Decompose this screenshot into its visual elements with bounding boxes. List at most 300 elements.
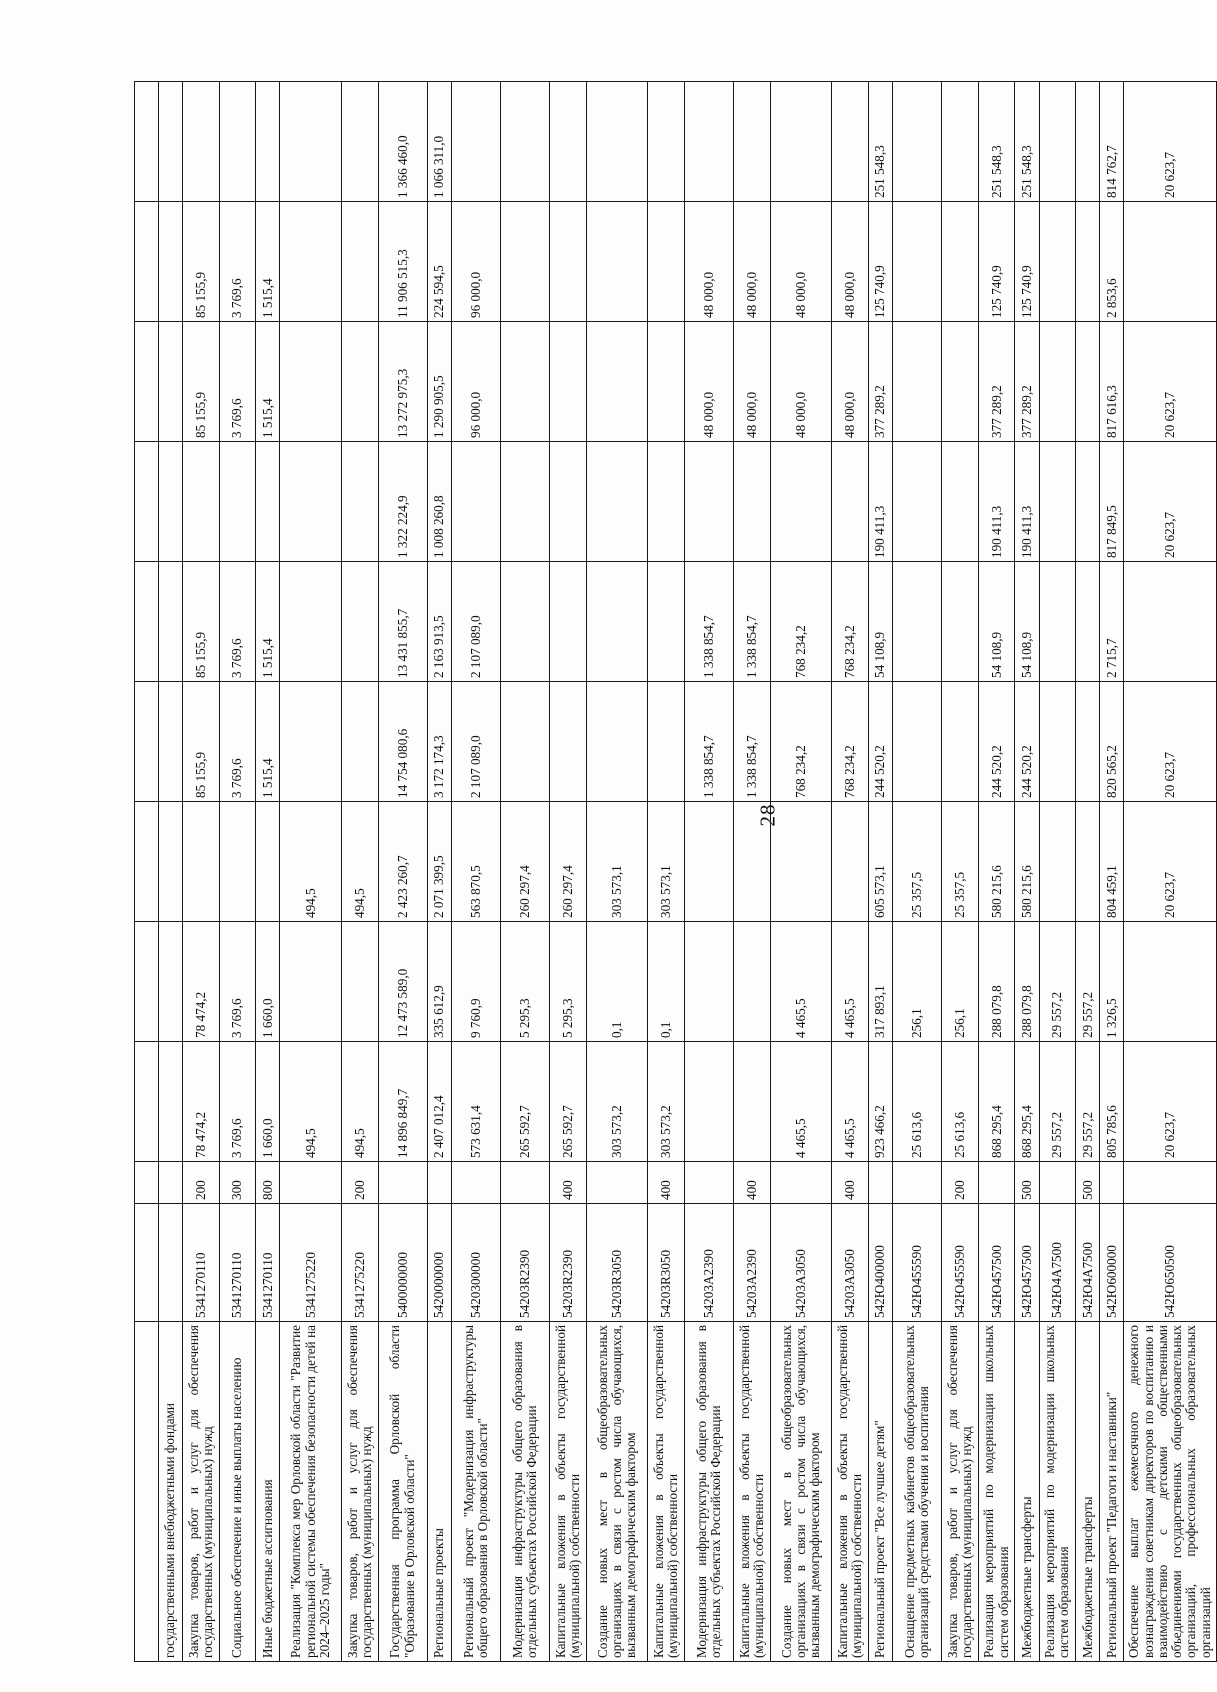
amount-cell [451, 82, 500, 202]
target-article-code-cell: 542Ю600000 [1100, 1204, 1124, 1322]
amount-cell: 85 155,9 [183, 562, 220, 682]
amount-cell [342, 922, 379, 1042]
amount-cell: 4 465,5 [832, 922, 869, 1042]
amount-cell [159, 442, 183, 562]
amount-cell [500, 682, 549, 802]
amount-cell: 377 289,2 [978, 322, 1015, 442]
amount-cell: 48 000,0 [770, 322, 832, 442]
amount-cell [734, 82, 771, 202]
amount-cell [550, 562, 587, 682]
amount-cell: 923 466,2 [869, 1042, 893, 1162]
amount-cell: 377 289,2 [1015, 322, 1039, 442]
amount-cell: 573 631,4 [451, 1042, 500, 1162]
amount-cell [685, 922, 734, 1042]
rotated-budget-table-wrapper [134, 82, 1217, 1662]
expense-type-cell: 500 [1076, 1162, 1100, 1204]
program-name-cell: Закупка товаров, работ и услуг для обеспечения государственных (муниципальных) нужд [942, 1322, 979, 1662]
target-article-code-cell: 54203А2390 [734, 1204, 771, 1322]
amount-cell [280, 322, 342, 442]
amount-cell: 85 155,9 [183, 322, 220, 442]
amount-cell [256, 442, 280, 562]
amount-cell [342, 682, 379, 802]
amount-cell: 256,1 [893, 922, 942, 1042]
table-row [869, 82, 893, 1662]
amount-cell: 1 066 311,0 [427, 82, 451, 202]
amount-cell [135, 802, 159, 922]
program-name-cell: Капитальные вложения в объекты государственной (муниципальной) собственности [550, 1322, 587, 1662]
amount-cell: 78 474,2 [183, 1042, 220, 1162]
expense-type-cell: 400 [734, 1162, 771, 1204]
program-name-cell: Модернизация инфраструктуры общего образования в отдельных субъектах Российской Федерации [685, 1322, 734, 1662]
amount-cell: 303 573,1 [586, 802, 648, 922]
amount-cell: 2 715,7 [1100, 562, 1124, 682]
amount-cell [159, 922, 183, 1042]
amount-cell: 580 215,6 [978, 802, 1015, 922]
target-article-code-cell: 54203А3050 [770, 1204, 832, 1322]
amount-cell [1039, 442, 1076, 562]
program-name-cell: Создание новых мест в общеобразовательных организациях в связи с ростом числа обучающихся, вызванным демографическим фактором [770, 1322, 832, 1662]
amount-cell: 20 623,7 [1124, 442, 1217, 562]
amount-cell: 3 769,6 [219, 202, 256, 322]
amount-cell: 78 474,2 [183, 922, 220, 1042]
table-row [832, 82, 869, 1662]
amount-cell: 2 163 913,5 [427, 562, 451, 682]
amount-cell: 1 338 854,7 [734, 562, 771, 682]
amount-cell [942, 322, 979, 442]
amount-cell [586, 82, 648, 202]
table-row [256, 82, 280, 1662]
amount-cell: 48 000,0 [685, 202, 734, 322]
amount-cell [1124, 562, 1217, 682]
amount-cell [893, 562, 942, 682]
table-row [159, 82, 183, 1662]
amount-cell: 54 108,9 [869, 562, 893, 682]
amount-cell: 494,5 [280, 802, 342, 922]
amount-cell [734, 442, 771, 562]
amount-cell [1076, 82, 1100, 202]
amount-cell: 190 411,3 [978, 442, 1015, 562]
amount-cell: 25 613,6 [942, 1042, 979, 1162]
amount-cell [256, 802, 280, 922]
amount-cell [648, 442, 685, 562]
table-row [427, 82, 451, 1662]
table-row [183, 82, 220, 1662]
amount-cell: 251 548,3 [1015, 82, 1039, 202]
amount-cell [159, 1042, 183, 1162]
program-name-cell: Обеспечение выплат ежемесячного денежного вознаграждения советникам директоров по воспитанию и взаимодействию с детскими общественными объединениями государственных общеобразовательных организаций, профессиональных образовательных организаций [1124, 1322, 1217, 1662]
target-article-code-cell: 54203R2390 [500, 1204, 549, 1322]
amount-cell: 256,1 [942, 922, 979, 1042]
target-article-code-cell: 542Ю4А7500 [1039, 1204, 1076, 1322]
amount-cell [550, 202, 587, 322]
table-row [942, 82, 979, 1662]
program-name-cell [135, 1322, 159, 1662]
expense-type-cell [586, 1162, 648, 1204]
amount-cell [942, 82, 979, 202]
amount-cell: 3 769,6 [219, 682, 256, 802]
table-body [135, 82, 1217, 1662]
amount-cell: 244 520,2 [1015, 682, 1039, 802]
program-name-cell: Реализация мероприятий по модернизации школьных систем образования [1039, 1322, 1076, 1662]
amount-cell [1039, 82, 1076, 202]
amount-cell: 48 000,0 [734, 202, 771, 322]
amount-cell [942, 202, 979, 322]
target-article-code-cell: 542Ю457500 [978, 1204, 1015, 1322]
amount-cell [770, 442, 832, 562]
amount-cell: 1 515,4 [256, 322, 280, 442]
amount-cell: 85 155,9 [183, 682, 220, 802]
amount-cell: 190 411,3 [1015, 442, 1039, 562]
amount-cell: 1 660,0 [256, 1042, 280, 1162]
amount-cell: 288 079,8 [978, 922, 1015, 1042]
amount-cell [586, 322, 648, 442]
amount-cell: 29 557,2 [1039, 922, 1076, 1042]
amount-cell: 2 853,6 [1100, 202, 1124, 322]
amount-cell: 48 000,0 [770, 202, 832, 322]
table-row [1039, 82, 1076, 1662]
target-article-code-cell [159, 1204, 183, 1322]
table-row [893, 82, 942, 1662]
amount-cell [183, 442, 220, 562]
amount-cell [586, 682, 648, 802]
table-row [378, 82, 427, 1662]
table-row [135, 82, 159, 1662]
amount-cell: 260 297,4 [500, 802, 549, 922]
amount-cell: 20 623,7 [1124, 1042, 1217, 1162]
amount-cell [1076, 442, 1100, 562]
amount-cell [219, 442, 256, 562]
amount-cell: 20 623,7 [1124, 682, 1217, 802]
expense-type-cell: 200 [342, 1162, 379, 1204]
amount-cell [1124, 922, 1217, 1042]
amount-cell [1039, 682, 1076, 802]
amount-cell: 13 272 975,3 [378, 322, 427, 442]
amount-cell [280, 922, 342, 1042]
amount-cell: 805 785,6 [1100, 1042, 1124, 1162]
amount-cell: 96 000,0 [451, 322, 500, 442]
amount-cell: 868 295,4 [978, 1042, 1015, 1162]
amount-cell [159, 322, 183, 442]
amount-cell: 303 573,2 [648, 1042, 685, 1162]
amount-cell: 1 008 260,8 [427, 442, 451, 562]
amount-cell: 494,5 [280, 1042, 342, 1162]
amount-cell: 1 515,4 [256, 562, 280, 682]
amount-cell [648, 682, 685, 802]
amount-cell [500, 82, 549, 202]
target-article-code-cell: 54203А3050 [832, 1204, 869, 1322]
table-row [770, 82, 832, 1662]
amount-cell [586, 442, 648, 562]
amount-cell [893, 82, 942, 202]
amount-cell: 1 338 854,7 [685, 682, 734, 802]
expense-type-cell [893, 1162, 942, 1204]
amount-cell: 605 573,1 [869, 802, 893, 922]
amount-cell: 1 338 854,7 [734, 682, 771, 802]
table-row [1100, 82, 1124, 1662]
amount-cell [685, 82, 734, 202]
table-row [648, 82, 685, 1662]
expense-type-cell [500, 1162, 549, 1204]
table-row [500, 82, 549, 1662]
program-name-cell: Закупка товаров, работ и услуг для обеспечения государственных (муниципальных) нужд [183, 1322, 220, 1662]
amount-cell [832, 82, 869, 202]
amount-cell [942, 442, 979, 562]
amount-cell [342, 562, 379, 682]
amount-cell: 1 660,0 [256, 922, 280, 1042]
amount-cell [1076, 802, 1100, 922]
amount-cell: 85 155,9 [183, 202, 220, 322]
amount-cell: 4 465,5 [770, 1042, 832, 1162]
program-name-cell: Капитальные вложения в объекты государственной (муниципальной) собственности [734, 1322, 771, 1662]
amount-cell: 1 322 224,9 [378, 442, 427, 562]
amount-cell: 29 557,2 [1039, 1042, 1076, 1162]
amount-cell: 1 515,4 [256, 202, 280, 322]
amount-cell [550, 682, 587, 802]
amount-cell [219, 802, 256, 922]
expense-type-cell [159, 1162, 183, 1204]
amount-cell [135, 322, 159, 442]
program-name-cell: Региональный проект "Педагоги и наставники" [1100, 1322, 1124, 1662]
amount-cell [280, 82, 342, 202]
target-article-code-cell: 54203R3050 [648, 1204, 685, 1322]
amount-cell: 190 411,3 [869, 442, 893, 562]
amount-cell [280, 442, 342, 562]
amount-cell [183, 802, 220, 922]
target-article-code-cell: 542Ю400000 [869, 1204, 893, 1322]
expense-type-cell: 200 [942, 1162, 979, 1204]
amount-cell: 5 295,3 [500, 922, 549, 1042]
program-name-cell: Реализация мероприятий по модернизации школьных систем образования [978, 1322, 1015, 1662]
amount-cell: 303 573,2 [586, 1042, 648, 1162]
amount-cell [586, 562, 648, 682]
program-name-cell: Региональный проект "Все лучшее детям" [869, 1322, 893, 1662]
expense-type-cell: 200 [183, 1162, 220, 1204]
expense-type-cell [978, 1162, 1015, 1204]
expense-type-cell [1100, 1162, 1124, 1204]
amount-cell: 3 769,6 [219, 322, 256, 442]
program-name-cell: Модернизация инфраструктуры общего образования в отдельных субъектах Российской Федерации [500, 1322, 549, 1662]
target-article-code-cell: 5341270110 [183, 1204, 220, 1322]
amount-cell: 244 520,2 [978, 682, 1015, 802]
program-name-cell: Региональные проекты [427, 1322, 451, 1662]
amount-cell: 25 357,5 [942, 802, 979, 922]
target-article-code-cell: 5400000000 [378, 1204, 427, 1322]
amount-cell: 2 407 012,4 [427, 1042, 451, 1162]
amount-cell [893, 322, 942, 442]
amount-cell [685, 442, 734, 562]
program-name-cell: Капитальные вложения в объекты государственной (муниципальной) собственности [648, 1322, 685, 1662]
amount-cell: 2 107 089,0 [451, 682, 500, 802]
amount-cell [500, 202, 549, 322]
amount-cell: 3 172 174,3 [427, 682, 451, 802]
table-row [280, 82, 342, 1662]
amount-cell [135, 1042, 159, 1162]
amount-cell: 3 769,6 [219, 562, 256, 682]
amount-cell: 4 465,5 [832, 1042, 869, 1162]
amount-cell: 125 740,9 [1015, 202, 1039, 322]
amount-cell [183, 82, 220, 202]
amount-cell: 2 107 089,0 [451, 562, 500, 682]
amount-cell [586, 202, 648, 322]
budget-table [134, 81, 1217, 1662]
amount-cell [893, 202, 942, 322]
target-article-code-cell: 542Ю455590 [893, 1204, 942, 1322]
amount-cell [893, 442, 942, 562]
amount-cell: 12 473 589,0 [378, 922, 427, 1042]
amount-cell: 29 557,2 [1076, 922, 1100, 1042]
amount-cell: 265 592,7 [550, 1042, 587, 1162]
amount-cell [1124, 202, 1217, 322]
amount-cell: 20 623,7 [1124, 82, 1217, 202]
table-row [734, 82, 771, 1662]
amount-cell [342, 322, 379, 442]
expense-type-cell [1039, 1162, 1076, 1204]
amount-cell [734, 1042, 771, 1162]
program-name-cell: Иные бюджетные ассигнования [256, 1322, 280, 1662]
amount-cell [648, 82, 685, 202]
amount-cell: 0,1 [648, 922, 685, 1042]
amount-cell: 13 431 855,7 [378, 562, 427, 682]
program-name-cell: Оснащение предметных кабинетов общеобразовательных организаций средствами обучения и воспитания [893, 1322, 942, 1662]
amount-cell [832, 442, 869, 562]
amount-cell: 768 234,2 [770, 682, 832, 802]
amount-cell [135, 922, 159, 1042]
amount-cell: 244 520,2 [869, 682, 893, 802]
amount-cell: 2 423 260,7 [378, 802, 427, 922]
amount-cell: 804 459,1 [1100, 802, 1124, 922]
amount-cell: 48 000,0 [832, 202, 869, 322]
amount-cell: 96 000,0 [451, 202, 500, 322]
amount-cell: 48 000,0 [685, 322, 734, 442]
target-article-code-cell: 54203А2390 [685, 1204, 734, 1322]
amount-cell [685, 802, 734, 922]
amount-cell [135, 202, 159, 322]
target-article-code-cell: 542Ю455590 [942, 1204, 979, 1322]
amount-cell [342, 82, 379, 202]
amount-cell [135, 682, 159, 802]
amount-cell: 4 465,5 [770, 922, 832, 1042]
amount-cell: 25 613,6 [893, 1042, 942, 1162]
amount-cell: 303 573,1 [648, 802, 685, 922]
amount-cell [648, 202, 685, 322]
amount-cell [280, 202, 342, 322]
program-name-cell: Государственная программа Орловской области "Образование в Орловской области" [378, 1322, 427, 1662]
target-article-code-cell [135, 1204, 159, 1322]
program-name-cell: Межбюджетные трансферты [1015, 1322, 1039, 1662]
amount-cell: 20 623,7 [1124, 802, 1217, 922]
amount-cell [1076, 322, 1100, 442]
amount-cell: 5 295,3 [550, 922, 587, 1042]
amount-cell [280, 562, 342, 682]
amount-cell: 563 870,5 [451, 802, 500, 922]
program-name-cell: Закупка товаров, работ и услуг для обеспечения государственных (муниципальных) нужд [342, 1322, 379, 1662]
program-name-cell: государственными внебюджетными фондами [159, 1322, 183, 1662]
amount-cell [159, 802, 183, 922]
expense-type-cell [451, 1162, 500, 1204]
amount-cell [942, 562, 979, 682]
amount-cell [832, 802, 869, 922]
amount-cell: 1 366 460,0 [378, 82, 427, 202]
expense-type-cell [135, 1162, 159, 1204]
target-article-code-cell: 54203R2390 [550, 1204, 587, 1322]
table-row [219, 82, 256, 1662]
amount-cell [135, 442, 159, 562]
table-row [550, 82, 587, 1662]
amount-cell: 54 108,9 [1015, 562, 1039, 682]
amount-cell: 580 215,6 [1015, 802, 1039, 922]
amount-cell: 820 565,2 [1100, 682, 1124, 802]
amount-cell: 494,5 [342, 802, 379, 922]
amount-cell [550, 82, 587, 202]
amount-cell [500, 442, 549, 562]
amount-cell: 817 616,3 [1100, 322, 1124, 442]
program-name-cell: Социальное обеспечение и иные выплаты населению [219, 1322, 256, 1662]
page-number: 28 [755, 803, 780, 827]
amount-cell: 335 612,9 [427, 922, 451, 1042]
amount-cell: 1 338 854,7 [685, 562, 734, 682]
table-row [1015, 82, 1039, 1662]
amount-cell [159, 682, 183, 802]
amount-cell: 20 623,7 [1124, 322, 1217, 442]
amount-cell [159, 562, 183, 682]
amount-cell [550, 442, 587, 562]
amount-cell: 125 740,9 [978, 202, 1015, 322]
amount-cell: 494,5 [342, 1042, 379, 1162]
amount-cell [734, 802, 771, 922]
amount-cell [159, 82, 183, 202]
amount-cell: 768 234,2 [832, 682, 869, 802]
amount-cell: 3 769,6 [219, 1042, 256, 1162]
target-article-code-cell: 542Ю457500 [1015, 1204, 1039, 1322]
amount-cell [280, 682, 342, 802]
amount-cell [550, 322, 587, 442]
amount-cell: 768 234,2 [770, 562, 832, 682]
amount-cell: 0,1 [586, 922, 648, 1042]
amount-cell [1076, 682, 1100, 802]
expense-type-cell [427, 1162, 451, 1204]
expense-type-cell [1124, 1162, 1217, 1204]
amount-cell [1039, 562, 1076, 682]
amount-cell [770, 82, 832, 202]
expense-type-cell: 400 [648, 1162, 685, 1204]
amount-cell: 125 740,9 [869, 202, 893, 322]
amount-cell: 1 290 905,5 [427, 322, 451, 442]
amount-cell [648, 322, 685, 442]
amount-cell [500, 322, 549, 442]
program-name-cell: Региональный проект "Модернизация инфраструктуры общего образования в Орловской области" [451, 1322, 500, 1662]
amount-cell: 25 357,5 [893, 802, 942, 922]
amount-cell: 817 849,5 [1100, 442, 1124, 562]
target-article-code-cell: 5420000000 [427, 1204, 451, 1322]
expense-type-cell: 800 [256, 1162, 280, 1204]
amount-cell: 1 326,5 [1100, 922, 1124, 1042]
expense-type-cell [685, 1162, 734, 1204]
expense-type-cell [869, 1162, 893, 1204]
amount-cell: 224 594,5 [427, 202, 451, 322]
amount-cell: 251 548,3 [869, 82, 893, 202]
expense-type-cell [378, 1162, 427, 1204]
program-name-cell: Капитальные вложения в объекты государственной (муниципальной) собственности [832, 1322, 869, 1662]
amount-cell [256, 82, 280, 202]
amount-cell: 317 893,1 [869, 922, 893, 1042]
amount-cell [893, 682, 942, 802]
table-row [342, 82, 379, 1662]
amount-cell [342, 202, 379, 322]
table-row [451, 82, 500, 1662]
amount-cell: 288 079,8 [1015, 922, 1039, 1042]
amount-cell: 1 515,4 [256, 682, 280, 802]
amount-cell: 9 760,9 [451, 922, 500, 1042]
